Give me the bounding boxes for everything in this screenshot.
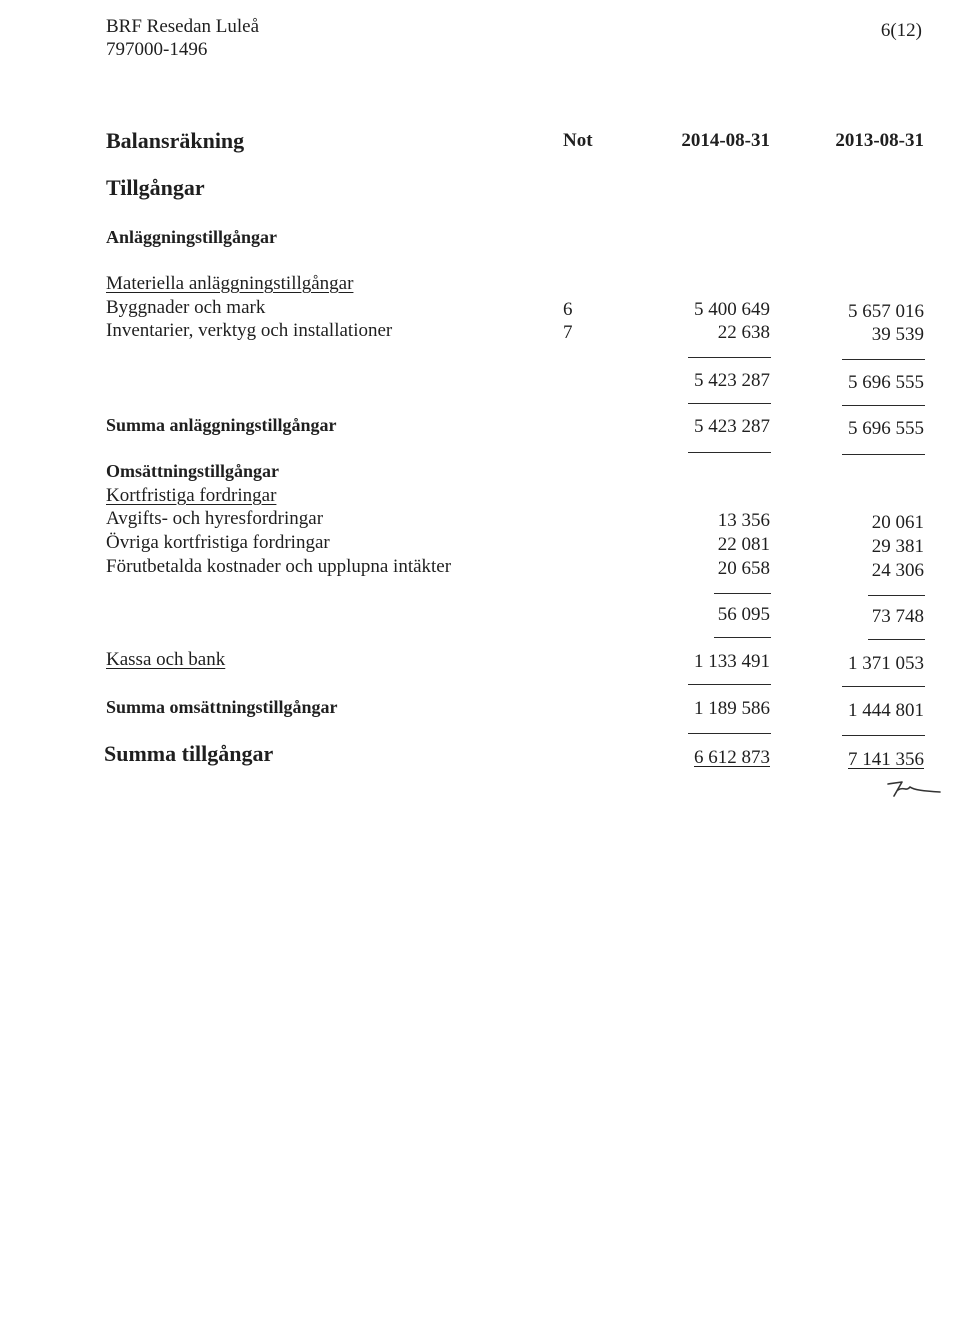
value-2013-sum-fixed-assets: 5 696 555 xyxy=(848,418,924,439)
row-label-cash-and-bank: Kassa och bank xyxy=(106,649,226,670)
value-2013-buildings: 5 657 016 xyxy=(848,301,924,322)
value-2013-sum-current-assets: 1 444 801 xyxy=(848,700,924,721)
page-title: Balansräkning xyxy=(106,128,245,153)
value-2014-sum-current-assets: 1 189 586 xyxy=(694,698,770,719)
section-heading-assets: Tillgångar xyxy=(106,175,205,200)
value-2013-other-receivables: 29 381 xyxy=(871,536,924,557)
value-2014-prepaid-expenses: 20 658 xyxy=(717,558,770,579)
row-label-fee-receivables: Avgifts- och hyresfordringar xyxy=(106,508,324,529)
subtotal-rule-2014 xyxy=(688,684,771,685)
subtotal-rule-2014 xyxy=(714,593,771,594)
page-number: 6(12) xyxy=(880,20,922,41)
row-label-sum-current-assets: Summa omsättningstillgångar xyxy=(106,697,338,717)
value-2014-fee-receivables: 13 356 xyxy=(717,510,770,531)
section-heading-current-assets: Omsättningstillgångar xyxy=(106,461,280,481)
row-label-sum-fixed-assets: Summa anläggningstillgångar xyxy=(106,415,337,435)
total-rule-2014 xyxy=(688,733,771,734)
value-2014-tangible-subtotal: 5 423 287 xyxy=(694,370,770,391)
subtotal-rule-2013 xyxy=(842,359,925,360)
value-2013-tangible-subtotal: 5 696 555 xyxy=(848,372,924,393)
subtotal-rule-2014 xyxy=(688,357,771,358)
subtotal-rule-2013 xyxy=(842,686,925,687)
subtotal-rule-2013 xyxy=(842,405,925,406)
organization-number: 797000-1496 xyxy=(106,39,208,60)
row-label-sum-assets: Summa tillgångar xyxy=(104,741,274,766)
column-header-2014: 2014-08-31 xyxy=(681,130,770,151)
row-label-equipment: Inventarier, verktyg och installationer xyxy=(106,320,393,341)
row-label-other-receivables: Övriga kortfristiga fordringar xyxy=(106,532,330,553)
subtotal-rule-2014 xyxy=(688,403,771,404)
subtotal-rule-2013 xyxy=(868,595,925,596)
value-2014-equipment: 22 638 xyxy=(717,322,770,343)
note-column-header: Not xyxy=(563,130,593,151)
column-header-2013: 2013-08-31 xyxy=(835,130,924,151)
handwritten-initials-signature xyxy=(884,778,944,802)
value-2013-cash-and-bank: 1 371 053 xyxy=(848,653,924,674)
value-2014-sum-assets: 6 612 873 xyxy=(694,747,770,768)
organization-name: BRF Resedan Luleå xyxy=(106,16,260,37)
value-2014-other-receivables: 22 081 xyxy=(717,534,770,555)
value-2014-sum-fixed-assets: 5 423 287 xyxy=(694,416,770,437)
row-note-equipment: 7 xyxy=(563,322,573,343)
row-label-prepaid-expenses: Förutbetalda kostnader och upplupna intäkter xyxy=(106,556,452,577)
total-rule-2014 xyxy=(688,452,771,453)
total-rule-2013 xyxy=(842,735,925,736)
value-2014-buildings: 5 400 649 xyxy=(694,299,770,320)
subtotal-rule-2013 xyxy=(868,639,925,640)
value-2013-prepaid-expenses: 24 306 xyxy=(871,560,924,581)
row-note-buildings: 6 xyxy=(563,299,573,320)
value-2014-cash-and-bank: 1 133 491 xyxy=(694,651,770,672)
row-label-buildings: Byggnader och mark xyxy=(106,297,266,318)
value-2013-receivables-subtotal: 73 748 xyxy=(871,606,924,627)
value-2013-equipment: 39 539 xyxy=(871,324,924,345)
subtotal-rule-2014 xyxy=(714,637,771,638)
value-2013-fee-receivables: 20 061 xyxy=(871,512,924,533)
section-heading-fixed-assets: Anläggningstillgångar xyxy=(106,227,278,247)
value-2014-receivables-subtotal: 56 095 xyxy=(717,604,770,625)
subsection-tangible-fixed-assets: Materiella anläggningstillgångar xyxy=(106,273,354,294)
subsection-short-term-receivables: Kortfristiga fordringar xyxy=(106,485,277,506)
value-2013-sum-assets: 7 141 356 xyxy=(848,749,924,770)
total-rule-2013 xyxy=(842,454,925,455)
